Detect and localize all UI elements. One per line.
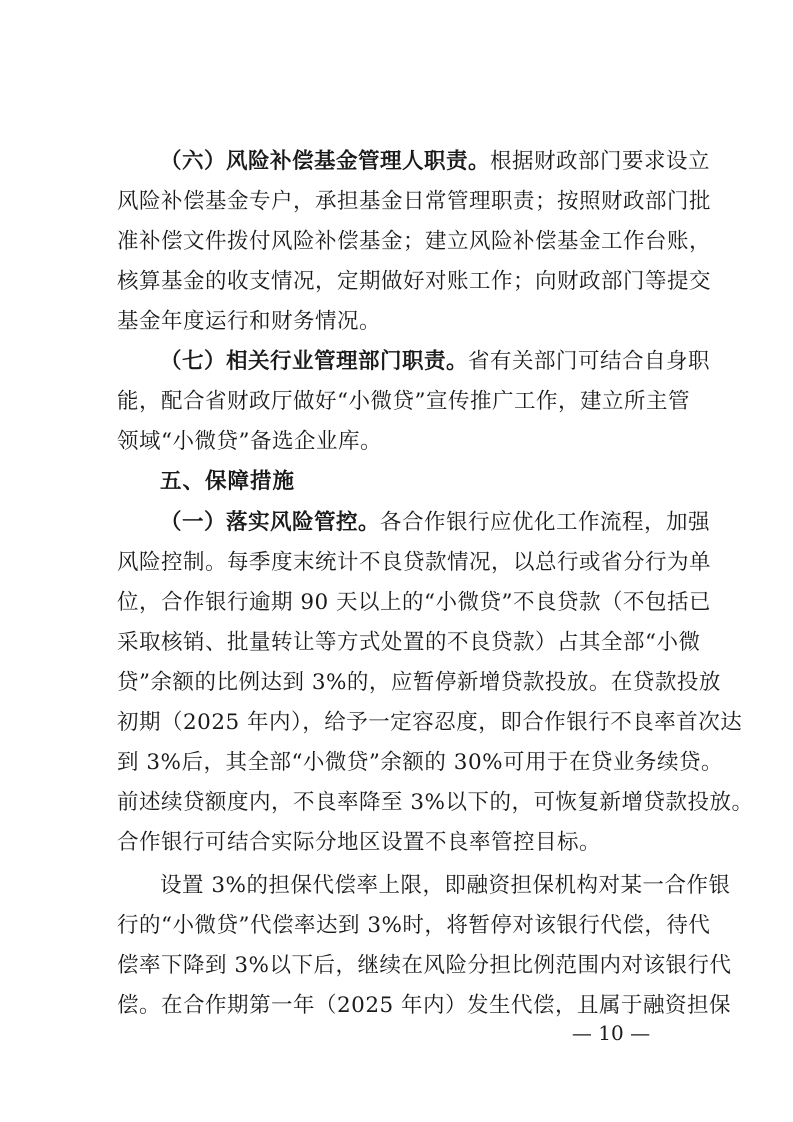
paragraph-5-1-line-1: [160, 503, 711, 543]
paragraph-7-line-3: 领域“小微贷”备选企业库。: [117, 429, 382, 454]
paragraph-7-line-2: 能，配合省财政厅做好“小微贷”宣传推广工作，建立所主管: [117, 389, 690, 414]
paragraph-5-1-line-3: 位，合作银行逾期 90 天以上的“小微贷”不良贷款（不包括已: [117, 590, 712, 615]
paragraph-5-1-line-2: 风险控制。每季度末统计不良贷款情况，以总行或省分行为单: [117, 550, 712, 575]
paragraph-5-1-line-4: 采取核销、批量转让等方式处置的不良贷款）占其全部“小微: [117, 630, 701, 655]
paragraph-6-line-2: 风险补偿基金专户，承担基金日常管理职责；按照财政部门批: [117, 189, 712, 214]
paragraph-5-1-text-1: 各合作银行应优化工作流程，加强: [380, 510, 711, 535]
paragraph-7-lead: （七）相关行业管理部门职责。: [160, 349, 469, 374]
paragraph-6-line-4: 核算基金的收支情况，定期做好对账工作；向财政部门等提交: [117, 269, 712, 294]
paragraph-5-1-line-5: 贷”余额的比例达到 3%的，应暂停新增贷款投放。在贷款投放: [117, 670, 721, 695]
paragraph-5-1-lead: （一）落实风险管控。: [160, 510, 381, 535]
section-5-heading: 五、保障措施: [160, 469, 296, 494]
paragraph-guarantee-line-3: 偿率下降到 3%以下后，继续在风险分担比例范围内对该银行代: [117, 953, 732, 978]
paragraph-7-text-1: 省有关部门可结合自身职: [468, 349, 711, 374]
paragraph-6-line-1: [160, 142, 711, 182]
paragraph-5-1-line-9: 合作银行可结合实际分地区设置不良率管控目标。: [117, 830, 602, 855]
paragraph-6-line-5: 基金年度运行和财务情况。: [117, 309, 382, 334]
paragraph-6-line-3: 准补偿文件拨付风险补偿基金；建立风险补偿基金工作台账，: [117, 229, 712, 254]
page-number: — 10 —: [571, 1021, 651, 1045]
paragraph-7-line-1: [160, 342, 711, 382]
paragraph-5-1-line-7: 到 3%后，其全部“小微贷”余额的 30%可用于在贷业务续贷。: [117, 750, 724, 775]
paragraph-6-lead: （六）风险补偿基金管理人职责。: [160, 149, 491, 174]
paragraph-5-1-line-6: 初期（2025 年内），给予一定容忍度，即合作银行不良率首次达: [117, 710, 743, 735]
paragraph-guarantee-line-1: 设置 3%的担保代偿率上限，即融资担保机构对某一合作银: [160, 873, 731, 898]
paragraph-6-text-1: 根据财政部门要求设立: [490, 149, 711, 174]
paragraph-guarantee-line-4: 偿。在合作期第一年（2025 年内）发生代偿，且属于融资担保: [117, 993, 732, 1018]
paragraph-guarantee-line-2: 行的“小微贷”代偿率达到 3%时，将暂停对该银行代偿，待代: [117, 913, 711, 938]
paragraph-5-1-line-8: 前述续贷额度内，不良率降至 3%以下的，可恢复新增贷款投放。: [117, 790, 754, 815]
